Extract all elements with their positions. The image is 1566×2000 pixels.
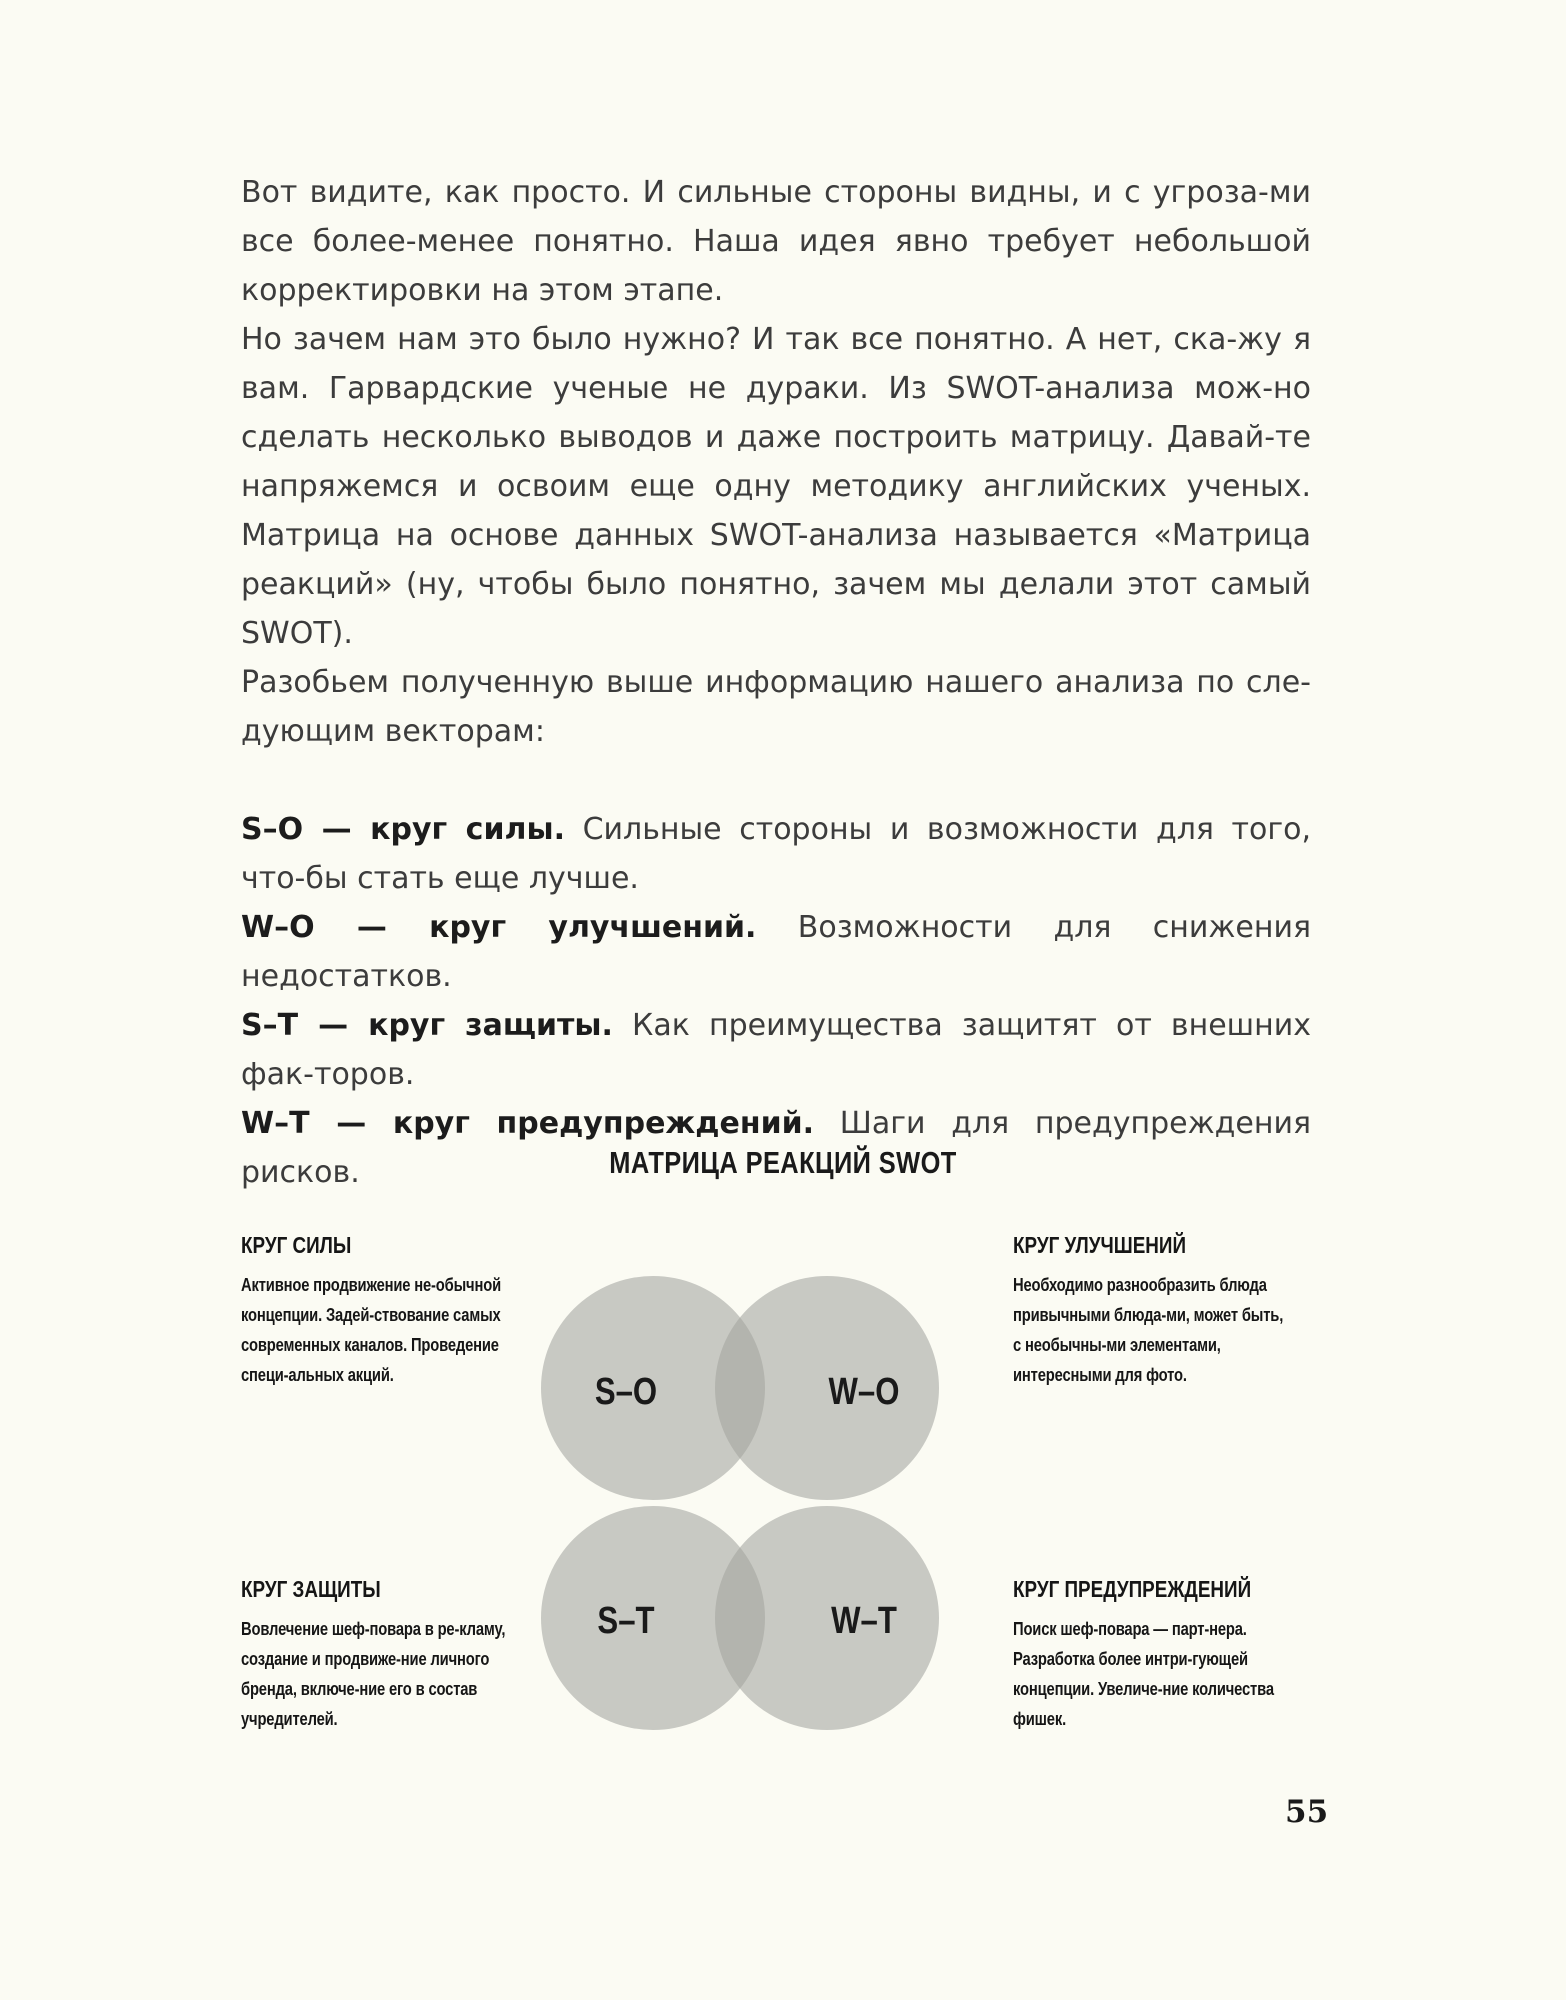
box-protection (241, 1574, 541, 1734)
vector-text: Сильные стороны и возможности для того, что-бы стать еще лучше. (241, 812, 1311, 896)
body-text (241, 168, 1311, 1197)
box-title: КРУГ УЛУЧШЕНИЙ (1013, 1232, 1187, 1258)
box-body: Поиск шеф-повара — парт-нера. Разработка более интри-гующей концепции. Увеличе-ние количества фишек. (1013, 1619, 1274, 1729)
vector-text: Шаги для предупреждения рисков. (241, 1106, 1311, 1190)
vector-text: Как преимущества защитят от внешних фак-торов. (241, 1008, 1311, 1092)
box-title: КРУГ ПРЕДУПРЕЖДЕНИЙ (1013, 1576, 1252, 1602)
circle-label-so: S–O (594, 1371, 658, 1413)
vector-label: S–T — круг защиты. (241, 1008, 613, 1043)
vector-label: S–O — круг силы. (241, 812, 565, 847)
box-title: КРУГ ЗАЩИТЫ (241, 1576, 381, 1602)
box-improvement (1013, 1230, 1313, 1390)
paragraph: Но зачем нам это было нужно? И так все понятно. А нет, ска-жу я вам. Гарвардские ученые не дураки. Из SWOT-анализа мож-но сделать несколько выводов и даже построить матрицу. Давай-те напряжемся и освоим еще одну методику английских ученых. Матрица на основе данных SWOT-анализа называется «Матрица реакций» (ну, чтобы было понятно, зачем мы делали этот самый SWOT). (241, 322, 1311, 651)
box-warning (1013, 1574, 1313, 1734)
vector-st (241, 1001, 1311, 1099)
circle-label-wt: W–T (831, 1600, 897, 1642)
matrix-title: МАТРИЦА РЕАКЦИЙ SWOT (609, 1145, 957, 1180)
box-body: Активное продвижение не-обычной концепции. Задей-ствование самых современных каналов. Проведение специ-альных акций. (241, 1275, 501, 1385)
box-title: КРУГ СИЛЫ (241, 1232, 352, 1258)
paragraph: Вот видите, как просто. И сильные стороны видны, и с угроза-ми все более-менее понятно. Наша идея явно требует небольшой корректировки на этом этапе. (241, 175, 1311, 308)
vector-text: Возможности для снижения недостатков. (241, 910, 1312, 994)
swot-venn-diagram (540, 1268, 1000, 1738)
box-strength (241, 1230, 541, 1390)
vector-label: W–O — круг улучшений. (241, 910, 757, 945)
circle-label-wo: W–O (828, 1371, 900, 1413)
vector-label: W–T — круг предупреждений. (241, 1106, 815, 1141)
vector-so (241, 805, 1311, 903)
page-number: 55 (1285, 1794, 1329, 1830)
box-body: Вовлечение шеф-повара в ре-кламу, создание и продвиже-ние личного бренда, включе-ние его в состав учредителей. (241, 1619, 506, 1729)
box-body: Необходимо разнообразить блюда привычными блюда-ми, может быть, с необычны-ми элементами, интересными для фото. (1013, 1275, 1284, 1385)
paragraph: Разобьем полученную выше информацию нашего анализа по сле-дующим векторам: (241, 665, 1311, 749)
circle-label-st: S–T (597, 1600, 655, 1642)
vector-wo (241, 903, 1311, 1001)
